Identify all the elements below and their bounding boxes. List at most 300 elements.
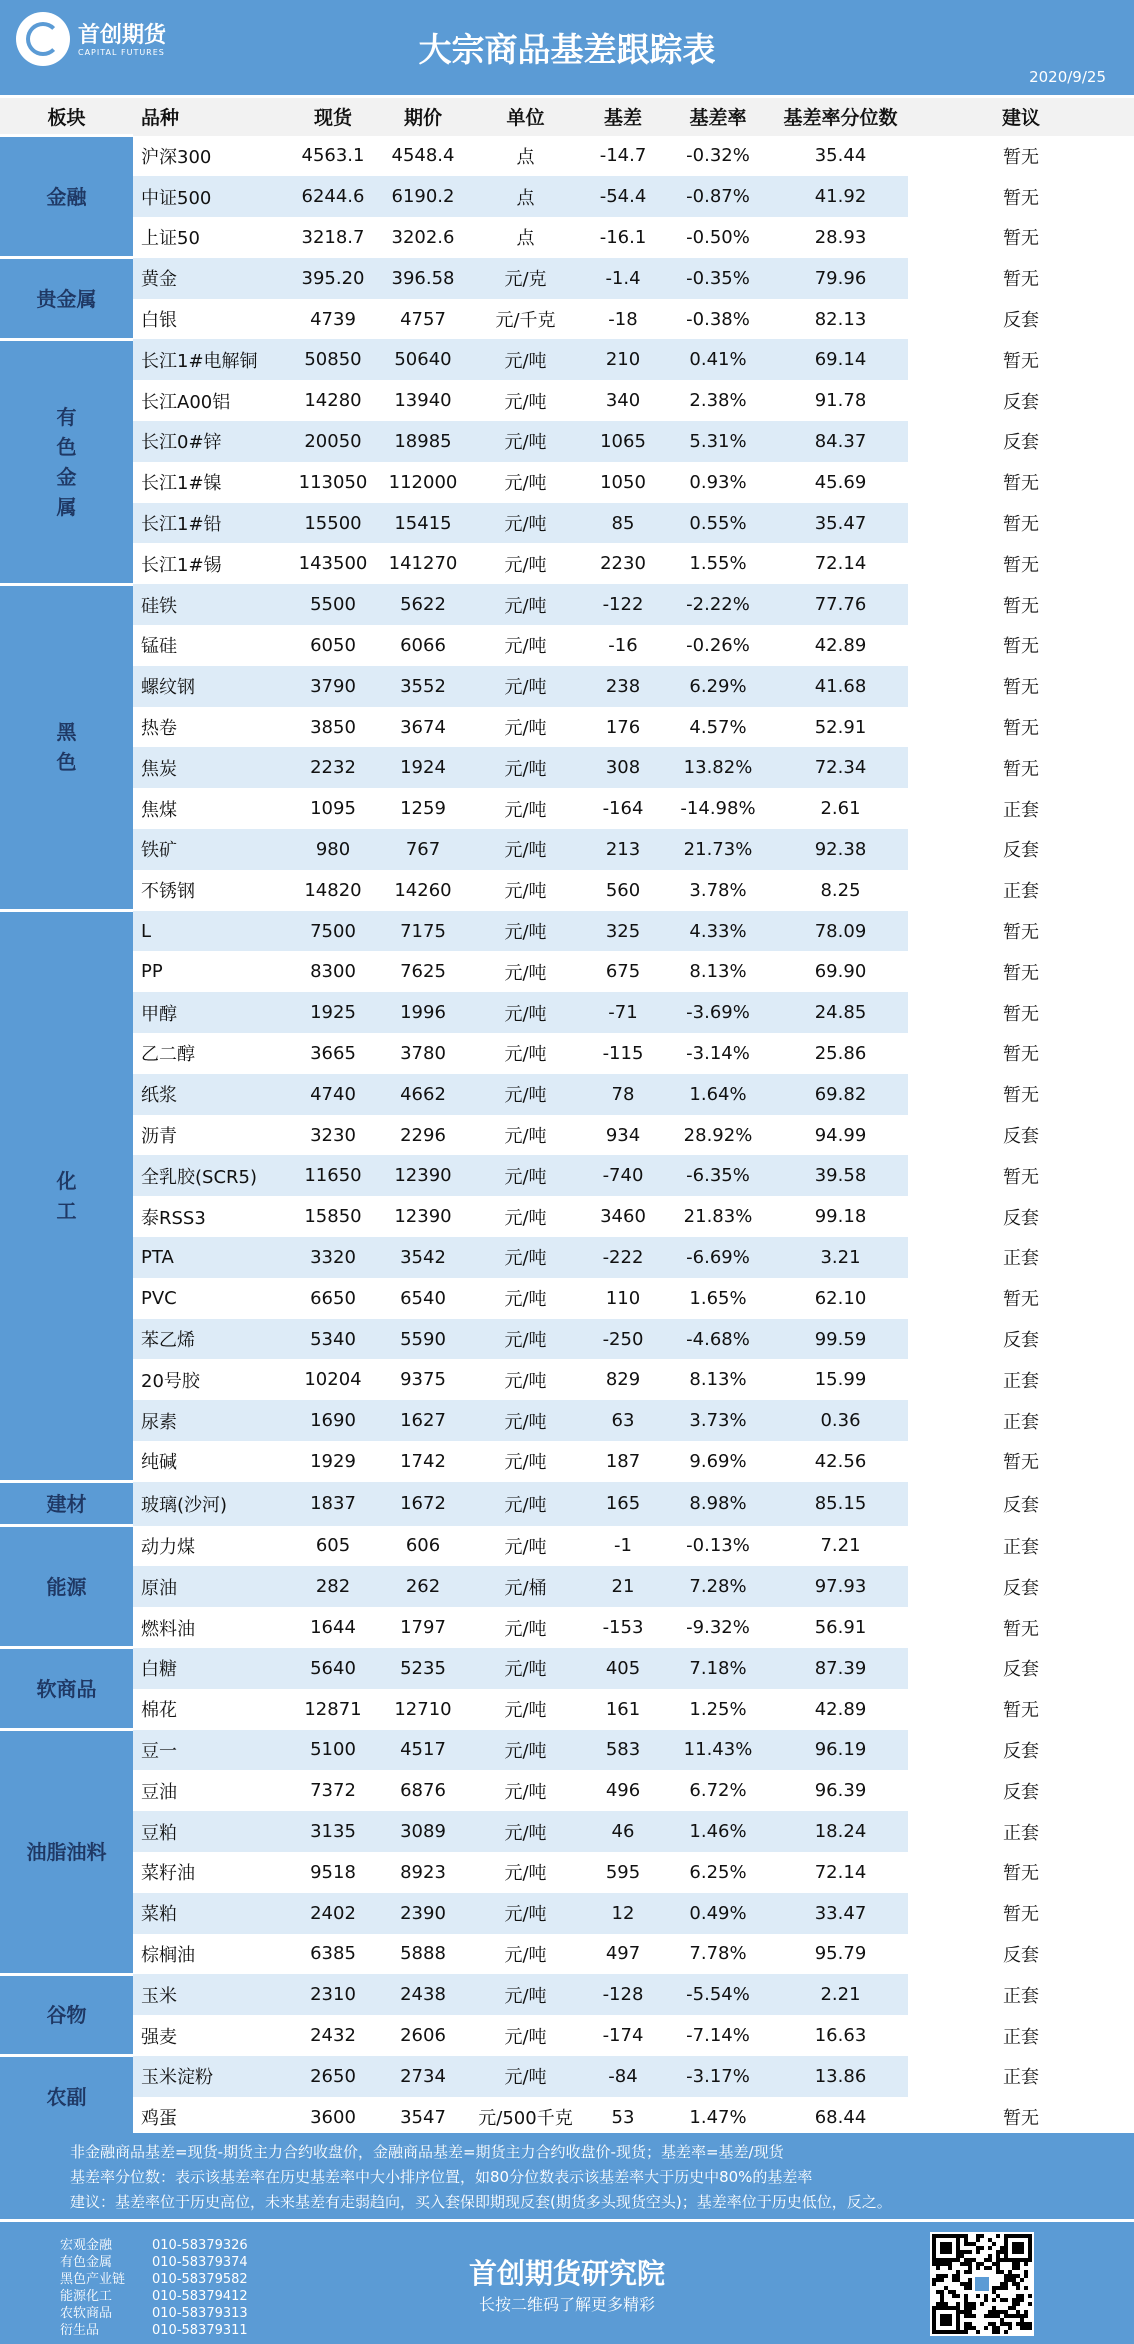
- unit-cell: 元/吨: [468, 1852, 583, 1893]
- variety-cell: 菜粕: [133, 1893, 288, 1934]
- table-row: [0, 339, 1134, 380]
- basis-rate-cell: 6.25%: [663, 1852, 773, 1893]
- basis-cell: 497: [583, 1934, 663, 1975]
- basis-rate-percentile-cell: 72.14: [773, 1852, 908, 1893]
- basis-rate-percentile-cell: 18.24: [773, 1811, 908, 1852]
- sector-cell: [0, 1648, 133, 1730]
- spot-price-cell: 8300: [288, 951, 378, 992]
- basis-cell: 238: [583, 666, 663, 707]
- variety-cell: 尿素: [133, 1400, 288, 1441]
- advice-cell: 暂无: [908, 176, 1134, 217]
- basis-cell: -222: [583, 1237, 663, 1278]
- basis-rate-percentile-cell: 39.58: [773, 1155, 908, 1196]
- basis-rate-percentile-cell: 2.21: [773, 1974, 908, 2015]
- basis-cell: 308: [583, 747, 663, 788]
- basis-rate-percentile-cell: 62.10: [773, 1278, 908, 1319]
- basis-cell: 560: [583, 870, 663, 911]
- table-row: [0, 1974, 1134, 2015]
- spot-price-cell: 9518: [288, 1852, 378, 1893]
- advice-cell: 暂无: [908, 1074, 1134, 1115]
- variety-cell: 长江A00铝: [133, 380, 288, 421]
- advice-cell: 暂无: [908, 707, 1134, 748]
- unit-cell: 点: [468, 136, 583, 177]
- unit-cell: 元/吨: [468, 1441, 583, 1482]
- contact-phone: 010-58379412: [152, 2289, 248, 2304]
- unit-cell: 点: [468, 176, 583, 217]
- basis-rate-cell: 1.55%: [663, 543, 773, 584]
- table-row: [0, 176, 1134, 217]
- futures-price-cell: 1996: [378, 992, 468, 1033]
- sector-cell: [0, 258, 133, 340]
- spot-price-cell: 143500: [288, 543, 378, 584]
- advice-cell: 暂无: [908, 2097, 1134, 2138]
- variety-cell: 豆油: [133, 1770, 288, 1811]
- spot-price-cell: 4739: [288, 299, 378, 340]
- spot-price-cell: 1644: [288, 1607, 378, 1648]
- unit-cell: 元/吨: [468, 1811, 583, 1852]
- spot-price-cell: 10204: [288, 1359, 378, 1400]
- futures-price-cell: 6066: [378, 625, 468, 666]
- table-row: [0, 1400, 1134, 1441]
- futures-price-cell: 13940: [378, 380, 468, 421]
- sector-label: 黑色: [56, 720, 77, 775]
- unit-cell: 元/吨: [468, 421, 583, 462]
- spot-price-cell: 6050: [288, 625, 378, 666]
- basis-rate-cell: 5.31%: [663, 421, 773, 462]
- sector-label: 农副: [46, 2084, 87, 2109]
- variety-cell: 锰硅: [133, 625, 288, 666]
- basis-rate-percentile-cell: 8.25: [773, 870, 908, 911]
- basis-cell: 934: [583, 1115, 663, 1156]
- spot-price-cell: 12871: [288, 1689, 378, 1730]
- basis-rate-cell: 7.18%: [663, 1648, 773, 1689]
- unit-cell: 元/吨: [468, 747, 583, 788]
- basis-rate-percentile-cell: 24.85: [773, 992, 908, 1033]
- variety-cell: 沪深300: [133, 136, 288, 177]
- basis-rate-cell: -7.14%: [663, 2015, 773, 2056]
- table-row: [0, 625, 1134, 666]
- notes-panel: [0, 2133, 1134, 2219]
- basis-rate-percentile-cell: 85.15: [773, 1482, 908, 1526]
- contact-phone: 010-58379311: [152, 2323, 248, 2338]
- unit-cell: 点: [468, 217, 583, 258]
- variety-cell: 玻璃(沙河): [133, 1482, 288, 1526]
- unit-cell: 元/吨: [468, 1974, 583, 2015]
- basis-rate-percentile-cell: 33.47: [773, 1893, 908, 1934]
- spot-price-cell: 6244.6: [288, 176, 378, 217]
- basis-cell: 3460: [583, 1196, 663, 1237]
- table-row: [0, 1893, 1134, 1934]
- futures-price-cell: 2390: [378, 1893, 468, 1934]
- basis-cell: -71: [583, 992, 663, 1033]
- basis-rate-percentile-cell: 0.36: [773, 1400, 908, 1441]
- unit-cell: 元/吨: [468, 1196, 583, 1237]
- variety-cell: 燃料油: [133, 1607, 288, 1648]
- spot-price-cell: 6650: [288, 1278, 378, 1319]
- header-futures: 期价: [378, 98, 468, 136]
- sector-label: 谷物: [46, 2003, 87, 2028]
- basis-rate-percentile-cell: 7.21: [773, 1526, 908, 1567]
- spot-price-cell: 3320: [288, 1237, 378, 1278]
- futures-price-cell: 4548.4: [378, 136, 468, 177]
- unit-cell: 元/吨: [468, 1237, 583, 1278]
- table-row: [0, 788, 1134, 829]
- table-row: [0, 1934, 1134, 1975]
- basis-cell: 161: [583, 1689, 663, 1730]
- variety-cell: 纯碱: [133, 1441, 288, 1482]
- basis-cell: 675: [583, 951, 663, 992]
- futures-price-cell: 6190.2: [378, 176, 468, 217]
- table-row: [0, 503, 1134, 544]
- logo-name: 首创期货: [78, 23, 167, 48]
- table-row: [0, 992, 1134, 1033]
- futures-price-cell: 7625: [378, 951, 468, 992]
- futures-price-cell: 1672: [378, 1482, 468, 1526]
- futures-price-cell: 606: [378, 1526, 468, 1567]
- futures-price-cell: 3202.6: [378, 217, 468, 258]
- unit-cell: 元/吨: [468, 1689, 583, 1730]
- basis-rate-percentile-cell: 77.76: [773, 584, 908, 625]
- basis-rate-cell: 8.98%: [663, 1482, 773, 1526]
- basis-table: [0, 98, 1134, 2139]
- variety-cell: 豆一: [133, 1730, 288, 1771]
- unit-cell: 元/吨: [468, 951, 583, 992]
- basis-rate-percentile-cell: 87.39: [773, 1648, 908, 1689]
- spot-price-cell: 50850: [288, 339, 378, 380]
- advice-cell: 暂无: [908, 666, 1134, 707]
- advice-cell: 暂无: [908, 503, 1134, 544]
- sector-cell: [0, 2056, 133, 2138]
- basis-rate-percentile-cell: 42.89: [773, 625, 908, 666]
- basis-cell: -1: [583, 1526, 663, 1567]
- table-row: [0, 217, 1134, 258]
- basis-rate-percentile-cell: 41.92: [773, 176, 908, 217]
- variety-cell: 黄金: [133, 258, 288, 299]
- variety-cell: 长江1#锡: [133, 543, 288, 584]
- basis-rate-cell: 6.72%: [663, 1770, 773, 1811]
- note-basis-definition: 非金融商品基差=现货-期货主力合约收盘价，金融商品基差=期货主力合约收盘价-现货；基差率=基差/现货: [70, 2143, 784, 2161]
- basis-rate-cell: 0.93%: [663, 462, 773, 503]
- variety-cell: 棉花: [133, 1689, 288, 1730]
- basis-cell: 829: [583, 1359, 663, 1400]
- advice-cell: 暂无: [908, 992, 1134, 1033]
- futures-price-cell: 396.58: [378, 258, 468, 299]
- basis-rate-percentile-cell: 68.44: [773, 2097, 908, 2138]
- variety-cell: 玉米淀粉: [133, 2056, 288, 2097]
- basis-cell: -174: [583, 2015, 663, 2056]
- advice-cell: 反套: [908, 1648, 1134, 1689]
- spot-price-cell: 605: [288, 1526, 378, 1567]
- variety-cell: 甲醇: [133, 992, 288, 1033]
- variety-cell: 中证500: [133, 176, 288, 217]
- spot-price-cell: 3850: [288, 707, 378, 748]
- spot-price-cell: 3790: [288, 666, 378, 707]
- contact-department: 衍生品: [60, 2323, 100, 2338]
- variety-cell: 菜籽油: [133, 1852, 288, 1893]
- advice-cell: 暂无: [908, 1155, 1134, 1196]
- table-row: [0, 1811, 1134, 1852]
- advice-cell: 反套: [908, 421, 1134, 462]
- unit-cell: 元/吨: [468, 1526, 583, 1567]
- table-row: [0, 1115, 1134, 1156]
- contact-department: 有色金属: [60, 2255, 113, 2270]
- variety-cell: 长江1#铅: [133, 503, 288, 544]
- unit-cell: 元/吨: [468, 380, 583, 421]
- spot-price-cell: 282: [288, 1566, 378, 1607]
- unit-cell: 元/吨: [468, 1482, 583, 1526]
- basis-rate-cell: -0.32%: [663, 136, 773, 177]
- basis-rate-percentile-cell: 69.90: [773, 951, 908, 992]
- unit-cell: 元/吨: [468, 829, 583, 870]
- basis-rate-cell: 11.43%: [663, 1730, 773, 1771]
- header-sector: 板块: [0, 98, 133, 136]
- variety-cell: 白银: [133, 299, 288, 340]
- basis-rate-percentile-cell: 99.59: [773, 1319, 908, 1360]
- basis-rate-cell: -9.32%: [663, 1607, 773, 1648]
- basis-rate-percentile-cell: 42.89: [773, 1689, 908, 1730]
- advice-cell: 正套: [908, 1400, 1134, 1441]
- futures-price-cell: 7175: [378, 911, 468, 952]
- futures-price-cell: 5235: [378, 1648, 468, 1689]
- variety-cell: 铁矿: [133, 829, 288, 870]
- basis-rate-percentile-cell: 78.09: [773, 911, 908, 952]
- basis-cell: -18: [583, 299, 663, 340]
- contact-phone: 010-58379313: [152, 2306, 248, 2321]
- table-row: [0, 1155, 1134, 1196]
- variety-cell: L: [133, 911, 288, 952]
- table-row: [0, 666, 1134, 707]
- variety-cell: 豆粕: [133, 1811, 288, 1852]
- variety-cell: 鸡蛋: [133, 2097, 288, 2138]
- basis-rate-percentile-cell: 41.68: [773, 666, 908, 707]
- unit-cell: 元/吨: [468, 1115, 583, 1156]
- basis-cell: 110: [583, 1278, 663, 1319]
- table-row: [0, 1852, 1134, 1893]
- advice-cell: 正套: [908, 788, 1134, 829]
- spot-price-cell: 3600: [288, 2097, 378, 2138]
- page-footer: [0, 2222, 1134, 2344]
- advice-cell: 反套: [908, 1196, 1134, 1237]
- variety-cell: 不锈钢: [133, 870, 288, 911]
- basis-rate-percentile-cell: 94.99: [773, 1115, 908, 1156]
- futures-price-cell: 5622: [378, 584, 468, 625]
- variety-cell: PTA: [133, 1237, 288, 1278]
- basis-rate-cell: 3.73%: [663, 1400, 773, 1441]
- spot-price-cell: 4563.1: [288, 136, 378, 177]
- futures-price-cell: 8923: [378, 1852, 468, 1893]
- basis-rate-cell: 1.46%: [663, 1811, 773, 1852]
- unit-cell: 元/吨: [468, 1893, 583, 1934]
- spot-price-cell: 2650: [288, 2056, 378, 2097]
- advice-cell: 正套: [908, 2056, 1134, 2097]
- basis-cell: 78: [583, 1074, 663, 1115]
- header-basis-rate: 基差率: [663, 98, 773, 136]
- basis-cell: 1065: [583, 421, 663, 462]
- unit-cell: 元/千克: [468, 299, 583, 340]
- variety-cell: 长江1#镍: [133, 462, 288, 503]
- variety-cell: 热卷: [133, 707, 288, 748]
- unit-cell: 元/吨: [468, 1033, 583, 1074]
- basis-rate-percentile-cell: 2.61: [773, 788, 908, 829]
- futures-price-cell: 4757: [378, 299, 468, 340]
- basis-rate-percentile-cell: 84.37: [773, 421, 908, 462]
- advice-cell: 暂无: [908, 339, 1134, 380]
- spot-price-cell: 1690: [288, 1400, 378, 1441]
- table-row: [0, 1278, 1134, 1319]
- advice-cell: 暂无: [908, 1689, 1134, 1730]
- spot-price-cell: 7500: [288, 911, 378, 952]
- basis-rate-cell: -3.17%: [663, 2056, 773, 2097]
- basis-rate-percentile-cell: 45.69: [773, 462, 908, 503]
- basis-rate-percentile-cell: 35.44: [773, 136, 908, 177]
- table-row: [0, 462, 1134, 503]
- unit-cell: 元/吨: [468, 707, 583, 748]
- basis-rate-cell: 6.29%: [663, 666, 773, 707]
- advice-cell: 反套: [908, 1115, 1134, 1156]
- basis-rate-cell: 21.83%: [663, 1196, 773, 1237]
- sector-label: 化工: [56, 1169, 77, 1224]
- advice-cell: 暂无: [908, 1607, 1134, 1648]
- variety-cell: 原油: [133, 1566, 288, 1607]
- basis-cell: 210: [583, 339, 663, 380]
- basis-rate-cell: -3.14%: [663, 1033, 773, 1074]
- qr-code-icon[interactable]: [930, 2232, 1034, 2336]
- contact-phone: 010-58379374: [152, 2255, 248, 2270]
- variety-cell: 硅铁: [133, 584, 288, 625]
- basis-rate-cell: 0.41%: [663, 339, 773, 380]
- basis-rate-cell: -3.69%: [663, 992, 773, 1033]
- unit-cell: 元/吨: [468, 870, 583, 911]
- basis-rate-percentile-cell: 95.79: [773, 1934, 908, 1975]
- basis-cell: -128: [583, 1974, 663, 2015]
- variety-cell: 乙二醇: [133, 1033, 288, 1074]
- unit-cell: 元/吨: [468, 1648, 583, 1689]
- futures-price-cell: 3089: [378, 1811, 468, 1852]
- advice-cell: 暂无: [908, 462, 1134, 503]
- basis-rate-cell: 9.69%: [663, 1441, 773, 1482]
- basis-cell: 405: [583, 1648, 663, 1689]
- basis-cell: 63: [583, 1400, 663, 1441]
- unit-cell: 元/吨: [468, 666, 583, 707]
- table-row: [0, 1359, 1134, 1400]
- basis-rate-percentile-cell: 72.14: [773, 543, 908, 584]
- sector-cell: [0, 1482, 133, 1526]
- basis-cell: 12: [583, 1893, 663, 1934]
- futures-price-cell: 3780: [378, 1033, 468, 1074]
- basis-rate-percentile-cell: 3.21: [773, 1237, 908, 1278]
- futures-price-cell: 1259: [378, 788, 468, 829]
- variety-cell: 白糖: [133, 1648, 288, 1689]
- unit-cell: 元/吨: [468, 992, 583, 1033]
- basis-cell: -14.7: [583, 136, 663, 177]
- spot-price-cell: 5340: [288, 1319, 378, 1360]
- table-row: [0, 747, 1134, 788]
- header-basis: 基差: [583, 98, 663, 136]
- contact-department: 能源化工: [60, 2289, 113, 2304]
- logo-english-name: CAPITAL FUTURES: [78, 48, 165, 57]
- sector-cell: [0, 584, 133, 910]
- futures-price-cell: 112000: [378, 462, 468, 503]
- advice-cell: 暂无: [908, 1893, 1134, 1934]
- futures-price-cell: 14260: [378, 870, 468, 911]
- table-row: [0, 2015, 1134, 2056]
- basis-cell: -740: [583, 1155, 663, 1196]
- advice-cell: 反套: [908, 1730, 1134, 1771]
- advice-cell: 暂无: [908, 543, 1134, 584]
- variety-cell: 20号胶: [133, 1359, 288, 1400]
- advice-cell: 正套: [908, 1811, 1134, 1852]
- spot-price-cell: 2432: [288, 2015, 378, 2056]
- advice-cell: 反套: [908, 829, 1134, 870]
- table-row: [0, 584, 1134, 625]
- table-row: [0, 1689, 1134, 1730]
- unit-cell: 元/吨: [468, 1074, 583, 1115]
- futures-price-cell: 9375: [378, 1359, 468, 1400]
- header-spot: 现货: [288, 98, 378, 136]
- sector-cell: [0, 1974, 133, 2056]
- table-row: [0, 421, 1134, 462]
- basis-rate-cell: 0.55%: [663, 503, 773, 544]
- futures-price-cell: 15415: [378, 503, 468, 544]
- basis-rate-cell: 2.38%: [663, 380, 773, 421]
- basis-rate-percentile-cell: 82.13: [773, 299, 908, 340]
- futures-price-cell: 3674: [378, 707, 468, 748]
- basis-cell: 213: [583, 829, 663, 870]
- unit-cell: 元/吨: [468, 625, 583, 666]
- variety-cell: 上证50: [133, 217, 288, 258]
- futures-price-cell: 767: [378, 829, 468, 870]
- institute-name: 首创期货研究院: [468, 2257, 665, 2290]
- advice-cell: 正套: [908, 2015, 1134, 2056]
- advice-cell: 暂无: [908, 625, 1134, 666]
- table-row: [0, 1526, 1134, 1567]
- variety-cell: 长江0#锌: [133, 421, 288, 462]
- table-row: [0, 870, 1134, 911]
- basis-rate-percentile-cell: 99.18: [773, 1196, 908, 1237]
- unit-cell: 元/吨: [468, 584, 583, 625]
- basis-rate-percentile-cell: 52.91: [773, 707, 908, 748]
- unit-cell: 元/吨: [468, 503, 583, 544]
- futures-price-cell: 12710: [378, 1689, 468, 1730]
- basis-cell: 583: [583, 1730, 663, 1771]
- sector-label: 建材: [46, 1491, 87, 1516]
- table-row: [0, 258, 1134, 299]
- advice-cell: 暂无: [908, 747, 1134, 788]
- basis-rate-percentile-cell: 15.99: [773, 1359, 908, 1400]
- futures-price-cell: 50640: [378, 339, 468, 380]
- basis-rate-percentile-cell: 92.38: [773, 829, 908, 870]
- basis-rate-percentile-cell: 56.91: [773, 1607, 908, 1648]
- futures-price-cell: 2734: [378, 2056, 468, 2097]
- variety-cell: 沥青: [133, 1115, 288, 1156]
- basis-rate-cell: 4.57%: [663, 707, 773, 748]
- advice-cell: 反套: [908, 1770, 1134, 1811]
- futures-price-cell: 1627: [378, 1400, 468, 1441]
- basis-rate-cell: -14.98%: [663, 788, 773, 829]
- basis-cell: 165: [583, 1482, 663, 1526]
- advice-cell: 正套: [908, 1974, 1134, 2015]
- sector-label: 油脂油料: [26, 1839, 107, 1864]
- contact-line: [60, 2319, 248, 2338]
- basis-rate-percentile-cell: 79.96: [773, 258, 908, 299]
- sector-cell: [0, 1526, 133, 1648]
- basis-rate-percentile-cell: 69.82: [773, 1074, 908, 1115]
- spot-price-cell: 1837: [288, 1482, 378, 1526]
- basis-rate-cell: 7.78%: [663, 1934, 773, 1975]
- spot-price-cell: 4740: [288, 1074, 378, 1115]
- header-advice: 建议: [908, 98, 1134, 136]
- basis-cell: -164: [583, 788, 663, 829]
